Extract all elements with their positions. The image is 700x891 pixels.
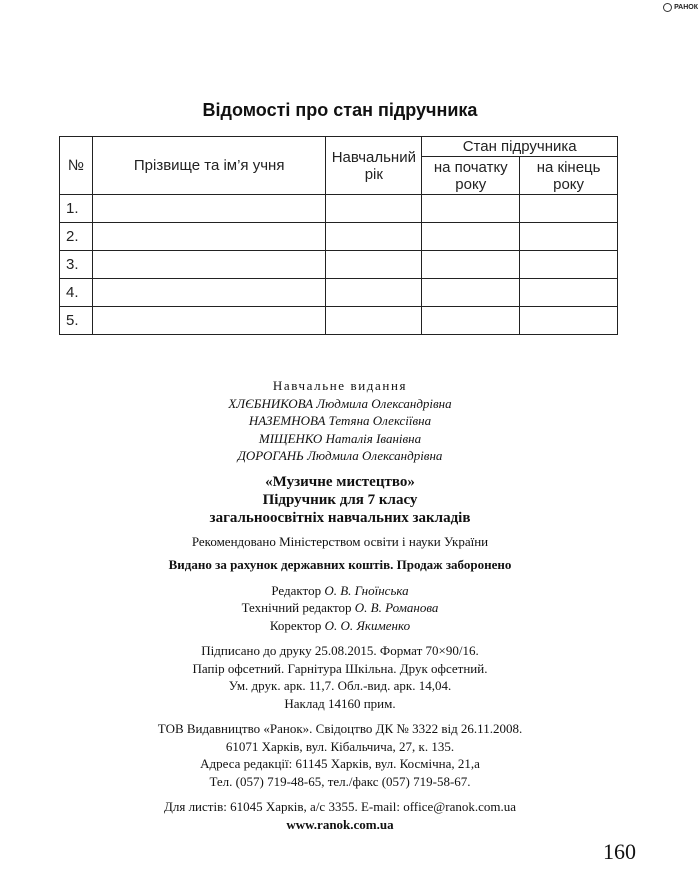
row-number: 3. (60, 251, 93, 279)
publisher-info: Тел. (057) 719-48-65, тел./факс (057) 719-58-67. (209, 773, 471, 789)
row-number: 2. (60, 223, 93, 251)
table-row (60, 251, 618, 279)
colophon (0, 377, 680, 833)
year-cell[interactable] (326, 251, 422, 279)
book-title: «Музичне мистецтво» (265, 473, 415, 490)
col-header-start (422, 157, 520, 195)
name-cell[interactable] (92, 223, 325, 251)
author-line (0, 430, 680, 448)
end-state-cell[interactable] (520, 279, 618, 307)
table-row (60, 223, 618, 251)
print-info: Ум. друк. арк. 11,7. Обл.-вид. арк. 14,04. (228, 678, 452, 693)
year-cell[interactable] (326, 279, 422, 307)
table-row (60, 307, 618, 335)
col-header-start-line2: року (455, 175, 487, 193)
tech-editor-name: О. В. Романова (354, 600, 439, 615)
page-title: Відомості про стан підручника (202, 100, 478, 120)
year-cell[interactable] (326, 195, 422, 223)
author-line (0, 447, 680, 465)
logo-text: РАНОК (674, 4, 698, 11)
name-cell[interactable] (92, 307, 325, 335)
row-number: 1. (60, 195, 93, 223)
col-header-year-line1: Навчальний (331, 148, 416, 166)
start-state-cell[interactable] (422, 223, 520, 251)
corrector-label: Коректор (269, 617, 322, 633)
author-name: Тетяна Олексіївна (328, 413, 432, 428)
col-header-end-line1: на кінець (536, 158, 601, 176)
letters-info: Для листів: 61045 Харків, а/с 3355. E-mail: office@ranok.com.ua (163, 799, 516, 814)
name-cell[interactable] (92, 279, 325, 307)
start-state-cell[interactable] (422, 251, 520, 279)
print-info: Наклад 14160 прим. (284, 695, 396, 711)
print-info: Папір офсетний. Гарнітура Шкільна. Друк офсетний. (192, 660, 488, 676)
table-row (60, 195, 618, 223)
col-header-end-line2: року (553, 175, 585, 193)
website-link[interactable]: www.ranok.com.ua (286, 816, 394, 832)
book-subtitle: Підручник для 7 класу (262, 491, 418, 508)
name-cell[interactable] (92, 195, 325, 223)
name-cell[interactable] (92, 251, 325, 279)
end-state-cell[interactable] (520, 307, 618, 335)
editor-name: О. В. Гноїнська (324, 582, 409, 598)
tech-editor-label: Технічний редактор (241, 600, 352, 615)
col-header-state: Стан підручника (422, 137, 618, 157)
author-name: Наталія Іванівна (325, 430, 422, 446)
table-row (60, 279, 618, 307)
row-number: 4. (60, 279, 93, 307)
logo-circle-icon (663, 3, 672, 12)
book-subtitle: загальноосвітніх навчальних закладів (209, 509, 471, 526)
author-surname: ДОРОГАНЬ (237, 448, 304, 463)
page-number: 160 (603, 839, 636, 864)
publisher-logo (663, 3, 698, 12)
print-info: Підписано до друку 25.08.2015. Формат 70×90/16. (201, 643, 479, 658)
col-header-end (520, 157, 618, 195)
publisher-info: Адреса редакції: 61145 Харків, вул. Космічна, 21,а (200, 756, 480, 771)
row-number: 5. (60, 307, 93, 335)
publisher-info: ТОВ Видавництво «Ранок». Свідоцтво ДК № 3322 від 26.11.2008. (157, 721, 523, 736)
editor-label: Редактор (271, 582, 322, 598)
year-cell[interactable] (326, 307, 422, 335)
table-header-row (60, 137, 618, 157)
start-state-cell[interactable] (422, 307, 520, 335)
editor-line (0, 582, 680, 600)
author-name: Людмила Олександрівна (316, 395, 452, 411)
col-header-num: № (60, 137, 93, 195)
author-surname: МІЩЕНКО (258, 430, 323, 446)
author-line (0, 412, 680, 430)
funding-note: Видано за рахунок державних коштів. Продаж заборонено (168, 557, 512, 572)
col-header-year-line2: рік (364, 165, 383, 183)
col-header-year (326, 137, 422, 195)
author-surname: ХЛЄБНИКОВА (228, 395, 314, 411)
edition-type: Навчальне видання (272, 378, 408, 393)
corrector-name: О. О. Якименко (324, 617, 411, 633)
textbook-state-table (59, 136, 618, 335)
end-state-cell[interactable] (520, 223, 618, 251)
author-surname: НАЗЕМНОВА (248, 413, 326, 428)
year-cell[interactable] (326, 223, 422, 251)
recommended-note: Рекомендовано Міністерством освіти і науки України (191, 533, 489, 549)
end-state-cell[interactable] (520, 251, 618, 279)
col-header-name: Прізвище та ім’я учня (92, 137, 325, 195)
publisher-info: 61071 Харків, вул. Кібальчича, 27, к. 135. (225, 738, 455, 754)
tech-editor-line (0, 599, 680, 617)
col-header-start-line1: на початку (433, 158, 508, 176)
end-state-cell[interactable] (520, 195, 618, 223)
start-state-cell[interactable] (422, 279, 520, 307)
start-state-cell[interactable] (422, 195, 520, 223)
author-line (0, 395, 680, 413)
corrector-line (0, 617, 680, 635)
author-name: Людмила Олександрівна (307, 448, 443, 463)
